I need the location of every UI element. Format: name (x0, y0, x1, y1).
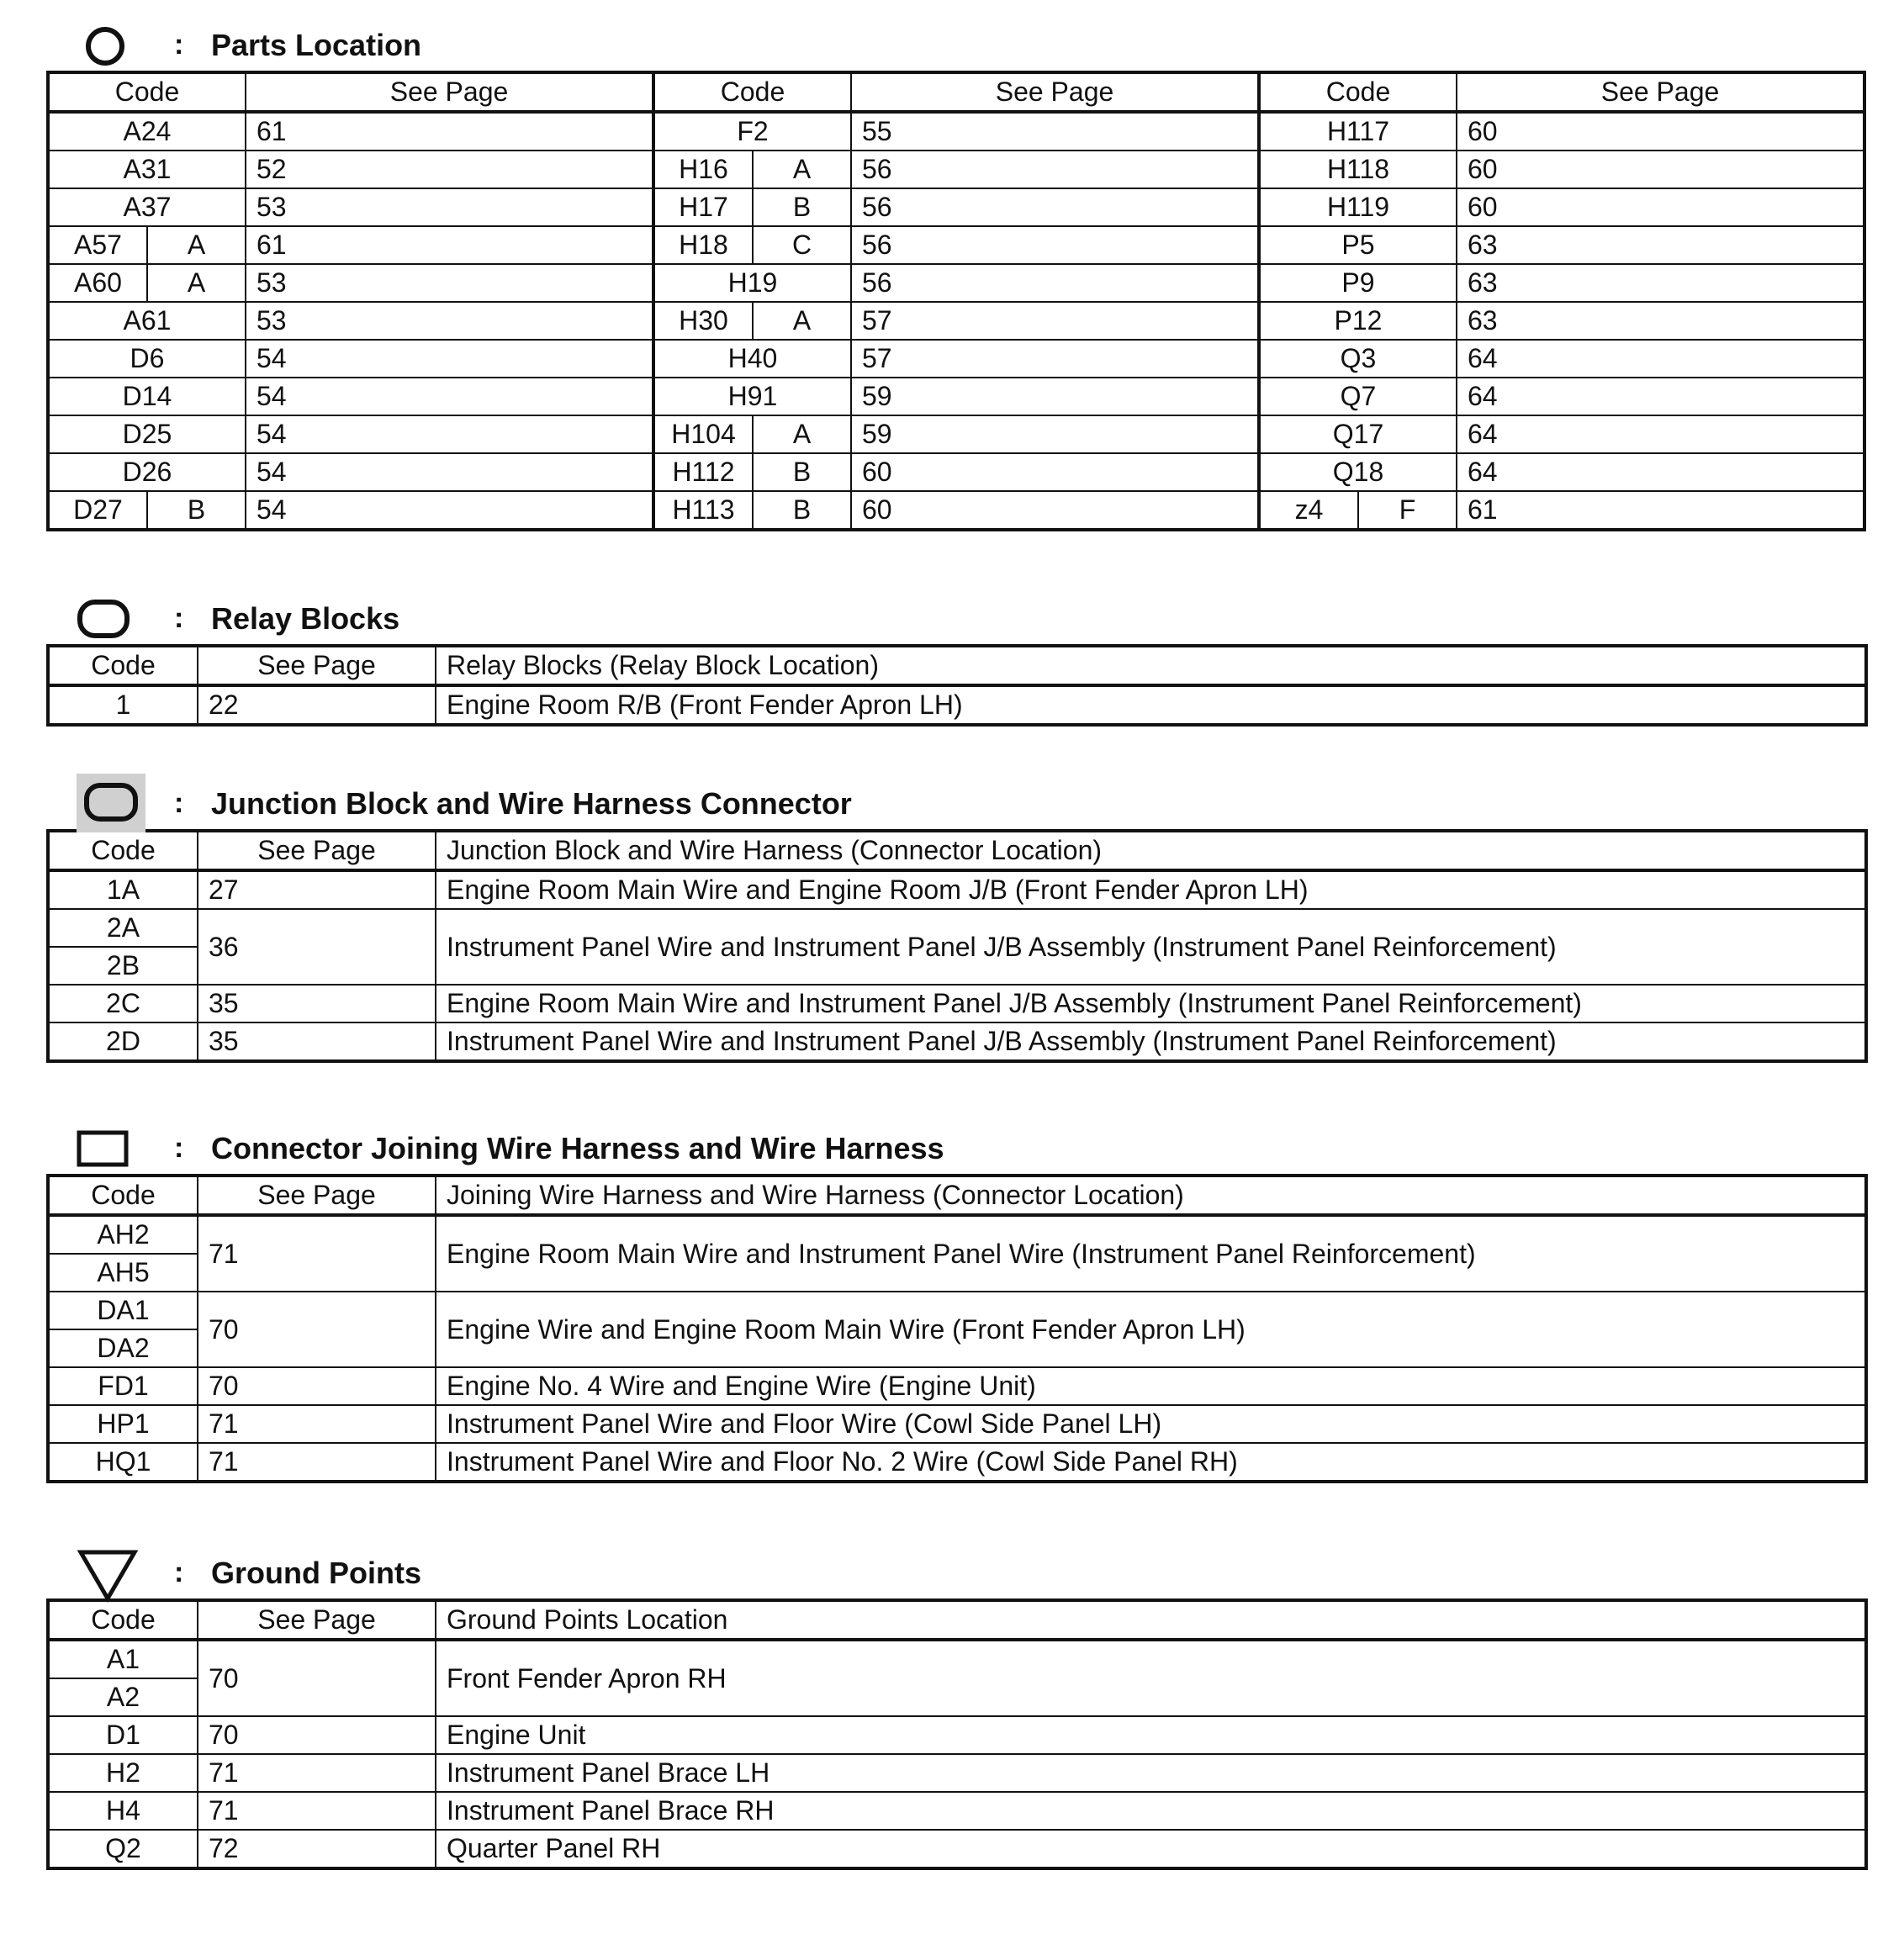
code-cell: 1A (48, 870, 198, 909)
table-row (48, 1716, 1866, 1754)
location-cell: Engine Room Main Wire and Instrument Panel Wire (Instrument Panel Reinforcement) (436, 1215, 1866, 1292)
triangle-down-icon (77, 1548, 139, 1604)
code-cell: HQ1 (48, 1443, 198, 1482)
page-cell: 56 (851, 151, 1259, 188)
section-title: Junction Block and Wire Harness Connector (211, 786, 852, 821)
table-row (48, 188, 1864, 226)
page-cell: 60 (851, 453, 1259, 491)
table-header-row (48, 831, 1866, 870)
page-cell: 71 (198, 1754, 436, 1792)
code-cell: HP1 (48, 1405, 198, 1443)
location-cell: Instrument Panel Wire and Floor Wire (Cowl Side Panel LH) (436, 1405, 1866, 1443)
page-cell: 63 (1457, 302, 1864, 340)
location-cell: Instrument Panel Wire and Instrument Panel J/B Assembly (Instrument Panel Reinforcement) (436, 909, 1866, 985)
table-row (48, 1443, 1866, 1482)
code-cell: Q2 (48, 1830, 198, 1868)
page-cell: 61 (246, 112, 653, 151)
ground-points-table (46, 1598, 1868, 1870)
section-colon: : (174, 1132, 184, 1164)
table-row (48, 685, 1866, 725)
column-header-see-page: See Page (851, 72, 1259, 112)
code-cell: H113 (653, 491, 753, 530)
column-header-code: Code (48, 831, 198, 870)
code-cell: Q7 (1259, 378, 1457, 415)
page-cell: 53 (246, 188, 653, 226)
table-row (48, 340, 1864, 378)
page-cell: 27 (198, 870, 436, 909)
table-row (48, 151, 1864, 188)
table-header-row (48, 1600, 1866, 1640)
column-header-code: Code (48, 646, 198, 685)
page-cell: 54 (246, 491, 653, 530)
column-header-location: Relay Blocks (Relay Block Location) (436, 646, 1866, 685)
code-cell: H91 (653, 378, 851, 415)
page-cell: 64 (1457, 378, 1864, 415)
junction-block-table (46, 829, 1868, 1063)
column-header-location: Ground Points Location (436, 1600, 1866, 1640)
code-cell: D14 (48, 378, 246, 415)
code-cell: A2 (48, 1678, 198, 1716)
code-cell: A24 (48, 112, 246, 151)
ground-points-section (46, 1551, 1864, 1870)
location-cell: Engine Wire and Engine Room Main Wire (Front Fender Apron LH) (436, 1292, 1866, 1367)
code-cell: P5 (1259, 226, 1457, 264)
table-row (48, 264, 1864, 302)
table-row (48, 453, 1864, 491)
page-cell: 70 (198, 1292, 436, 1367)
page-cell: 71 (198, 1792, 436, 1830)
page-cell: 59 (851, 415, 1259, 453)
code-cell: H40 (653, 340, 851, 378)
location-cell: Quarter Panel RH (436, 1830, 1866, 1868)
table-row (48, 870, 1866, 909)
page-cell: 35 (198, 985, 436, 1022)
location-cell: Engine No. 4 Wire and Engine Wire (Engine Unit) (436, 1367, 1866, 1405)
code-cell: D6 (48, 340, 246, 378)
column-header-location: Junction Block and Wire Harness (Connector Location) (436, 831, 1866, 870)
code-cell: D25 (48, 415, 246, 453)
column-header-code: Code (48, 1176, 198, 1215)
square-icon (77, 1130, 129, 1169)
location-cell: Instrument Panel Wire and Instrument Panel J/B Assembly (Instrument Panel Reinforcement) (436, 1022, 1866, 1061)
code-cell: DA2 (48, 1329, 198, 1367)
page-cell: 36 (198, 909, 436, 985)
page-cell: 52 (246, 151, 653, 188)
section-title: Ground Points (211, 1556, 421, 1590)
circle-icon (84, 25, 126, 67)
connector-joining-table (46, 1174, 1868, 1483)
table-row (48, 491, 1864, 530)
code-cell: FD1 (48, 1367, 198, 1405)
code-cell: H30 (653, 302, 753, 340)
section-title: Connector Joining Wire Harness and Wire Harness (211, 1131, 944, 1165)
relay-blocks-header (46, 597, 1864, 644)
page-cell: 57 (851, 340, 1259, 378)
code-cell: H119 (1259, 188, 1457, 226)
page-cell: 59 (851, 378, 1259, 415)
connector-joining-header (46, 1127, 1864, 1174)
code-cell: A61 (48, 302, 246, 340)
shaded-rounded-rect-icon (77, 774, 145, 832)
section-colon: : (174, 602, 184, 634)
column-header-see-page: See Page (1457, 72, 1864, 112)
location-cell: Engine Room Main Wire and Engine Room J/B (Front Fender Apron LH) (436, 870, 1866, 909)
code-cell: DA1 (48, 1292, 198, 1329)
table-row (48, 1022, 1866, 1061)
relay-blocks-table (46, 644, 1868, 727)
code-cell: H2 (48, 1754, 198, 1792)
column-header-code: Code (653, 72, 851, 112)
code-cell: D27 (48, 491, 147, 530)
page-cell: 70 (198, 1716, 436, 1754)
junction-block-section (46, 782, 1864, 1063)
code-suffix-cell: A (753, 415, 851, 453)
column-header-code: Code (1259, 72, 1457, 112)
table-row (48, 112, 1864, 151)
code-cell: H19 (653, 264, 851, 302)
column-header-see-page: See Page (198, 831, 436, 870)
parts-location-table (46, 71, 1866, 531)
code-cell: D26 (48, 453, 246, 491)
location-cell: Engine Room R/B (Front Fender Apron LH) (436, 685, 1866, 725)
code-cell: H16 (653, 151, 753, 188)
page-cell: 72 (198, 1830, 436, 1868)
code-cell: A1 (48, 1640, 198, 1678)
code-cell: 2D (48, 1022, 198, 1061)
table-row (48, 1367, 1866, 1405)
code-cell: AH2 (48, 1215, 198, 1254)
table-row (48, 1792, 1866, 1830)
page-cell: 54 (246, 415, 653, 453)
table-header-row (48, 646, 1866, 685)
code-cell: Q17 (1259, 415, 1457, 453)
page-cell: 64 (1457, 415, 1864, 453)
parts-location-section (46, 24, 1864, 531)
section-colon: : (174, 787, 184, 819)
code-cell: 2A (48, 909, 198, 947)
column-header-location: Joining Wire Harness and Wire Harness (Connector Location) (436, 1176, 1866, 1215)
column-header-see-page: See Page (198, 1176, 436, 1215)
table-row (48, 1754, 1866, 1792)
column-header-code: Code (48, 72, 246, 112)
table-row (48, 1215, 1866, 1254)
page-cell: 53 (246, 264, 653, 302)
location-cell: Engine Unit (436, 1716, 1866, 1754)
table-row (48, 226, 1864, 264)
code-cell: H18 (653, 226, 753, 264)
table-row (48, 1830, 1866, 1868)
page-cell: 56 (851, 188, 1259, 226)
location-cell: Front Fender Apron RH (436, 1640, 1866, 1716)
code-cell: H118 (1259, 151, 1457, 188)
code-suffix-cell: F (1358, 491, 1457, 530)
code-cell: H112 (653, 453, 753, 491)
page-cell: 61 (1457, 491, 1864, 530)
page-cell: 54 (246, 378, 653, 415)
code-suffix-cell: B (753, 188, 851, 226)
page-cell: 70 (198, 1640, 436, 1716)
code-suffix-cell: B (147, 491, 246, 530)
table-header-row (48, 1176, 1866, 1215)
section-colon: : (174, 29, 184, 61)
parts-location-header (46, 24, 1864, 71)
location-cell: Instrument Panel Wire and Floor No. 2 Wire (Cowl Side Panel RH) (436, 1443, 1866, 1482)
location-cell: Instrument Panel Brace RH (436, 1792, 1866, 1830)
table-row (48, 1405, 1866, 1443)
page-cell: 35 (198, 1022, 436, 1061)
page-cell: 56 (851, 264, 1259, 302)
code-cell: D1 (48, 1716, 198, 1754)
section-title: Relay Blocks (211, 601, 400, 636)
code-cell: 2C (48, 985, 198, 1022)
code-cell: Q3 (1259, 340, 1457, 378)
table-row (48, 415, 1864, 453)
page-cell: 55 (851, 112, 1259, 151)
page-cell: 60 (851, 491, 1259, 530)
page-cell: 60 (1457, 151, 1864, 188)
code-cell: P9 (1259, 264, 1457, 302)
table-row (48, 302, 1864, 340)
code-cell: P12 (1259, 302, 1457, 340)
code-cell: AH5 (48, 1254, 198, 1292)
location-cell: Engine Room Main Wire and Instrument Panel J/B Assembly (Instrument Panel Reinforcement) (436, 985, 1866, 1022)
code-suffix-cell: B (753, 491, 851, 530)
code-cell: H117 (1259, 112, 1457, 151)
table-row (48, 1292, 1866, 1329)
code-cell: H4 (48, 1792, 198, 1830)
junction-block-header (46, 782, 1864, 829)
page-cell: 54 (246, 340, 653, 378)
page-cell: 71 (198, 1443, 436, 1482)
page-cell: 53 (246, 302, 653, 340)
page-cell: 63 (1457, 264, 1864, 302)
page-cell: 64 (1457, 340, 1864, 378)
code-suffix-cell: A (753, 302, 851, 340)
code-suffix-cell: A (147, 226, 246, 264)
column-header-see-page: See Page (198, 646, 436, 685)
code-suffix-cell: B (753, 453, 851, 491)
section-title: Parts Location (211, 28, 422, 62)
column-header-see-page: See Page (198, 1600, 436, 1640)
page-cell: 22 (198, 685, 436, 725)
page-cell: 64 (1457, 453, 1864, 491)
code-cell: H17 (653, 188, 753, 226)
code-cell: Q18 (1259, 453, 1457, 491)
code-cell: A37 (48, 188, 246, 226)
code-cell: A60 (48, 264, 147, 302)
code-suffix-cell: A (147, 264, 246, 302)
location-cell: Instrument Panel Brace LH (436, 1754, 1866, 1792)
page-cell: 60 (1457, 112, 1864, 151)
page-cell: 60 (1457, 188, 1864, 226)
page-cell: 70 (198, 1367, 436, 1405)
code-cell: A31 (48, 151, 246, 188)
column-header-code: Code (48, 1600, 198, 1640)
page-cell: 56 (851, 226, 1259, 264)
page-cell: 71 (198, 1215, 436, 1292)
table-row (48, 378, 1864, 415)
ground-points-header (46, 1551, 1864, 1598)
page-cell: 54 (246, 453, 653, 491)
code-suffix-cell: A (753, 151, 851, 188)
code-cell: 1 (48, 685, 198, 725)
section-colon: : (174, 1556, 184, 1588)
table-row (48, 909, 1866, 947)
table-row (48, 1640, 1866, 1678)
code-cell: z4 (1259, 491, 1358, 530)
connector-joining-section (46, 1127, 1864, 1483)
page-cell: 71 (198, 1405, 436, 1443)
code-cell: H104 (653, 415, 753, 453)
page-cell: 57 (851, 302, 1259, 340)
table-row (48, 985, 1866, 1022)
code-cell: 2B (48, 947, 198, 985)
rounded-rect-icon (77, 599, 132, 641)
column-header-see-page: See Page (246, 72, 653, 112)
table-header-row (48, 72, 1864, 112)
code-cell: F2 (653, 112, 851, 151)
page-cell: 63 (1457, 226, 1864, 264)
relay-blocks-section (46, 597, 1864, 727)
code-suffix-cell: C (753, 226, 851, 264)
code-cell: A57 (48, 226, 147, 264)
page-cell: 61 (246, 226, 653, 264)
